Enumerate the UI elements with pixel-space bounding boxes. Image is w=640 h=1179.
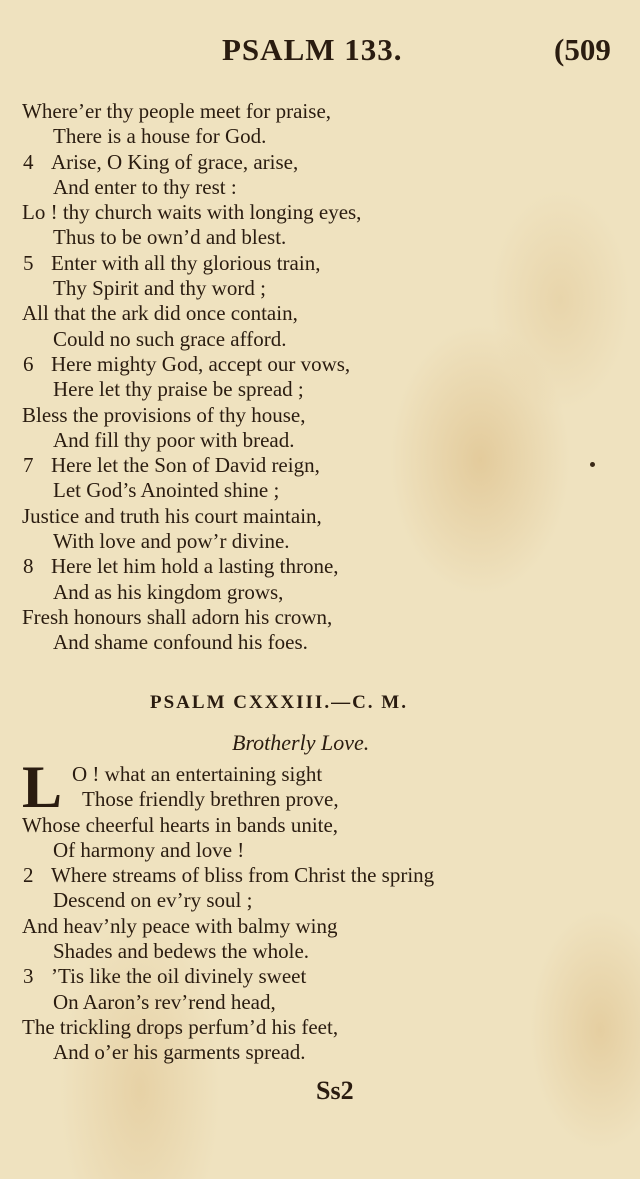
verse-line	[22, 124, 622, 149]
verse-line	[22, 888, 632, 913]
verse-line	[22, 225, 622, 250]
verse-line	[22, 990, 632, 1015]
page-header	[0, 30, 640, 74]
verse-text: And o’er his garments spread.	[53, 1040, 306, 1065]
verse-line	[22, 99, 622, 124]
verse-line	[22, 428, 622, 453]
verse-text: Arise, O King of grace, arise,	[51, 149, 299, 174]
verse-text: Where’er thy people meet for praise,	[22, 99, 332, 123]
verse-number: 6	[23, 351, 34, 376]
verse-number: 8	[23, 554, 34, 579]
verse-text: Here let the Son of David reign,	[51, 453, 320, 478]
verse-number: 4	[23, 149, 34, 174]
verse-text: O ! what an entertaining sight	[72, 762, 323, 786]
verse-text: Enter with all thy glorious train,	[51, 250, 321, 275]
verse-text: Here let him hold a lasting throne,	[51, 554, 339, 579]
verse-line	[22, 939, 632, 964]
running-title: PSALM 133.	[222, 32, 403, 67]
verse-line	[22, 403, 622, 428]
verse-text: Could no such grace afford.	[53, 326, 287, 351]
verse-line	[22, 813, 632, 838]
verse-line	[22, 150, 622, 175]
drop-cap: L	[22, 754, 63, 820]
verse-line	[22, 554, 622, 579]
verse-line	[22, 529, 622, 554]
verse-text: Fresh honours shall adorn his crown,	[22, 604, 333, 629]
verse-text: And fill thy poor with bread.	[53, 427, 295, 452]
verse-text: Here let thy praise be spread ;	[53, 377, 304, 402]
verse-number: 2	[23, 863, 34, 888]
verse-line	[22, 327, 622, 352]
signature-mark: Ss2	[316, 1076, 354, 1105]
verse-line	[22, 200, 622, 225]
verse-line	[22, 1040, 632, 1065]
verse-line	[22, 787, 632, 812]
verse-line	[22, 630, 622, 655]
verse-number: 5	[23, 250, 34, 275]
verse-line	[22, 863, 632, 888]
verse-text: Whose cheerful hearts in bands unite,	[22, 812, 339, 837]
verse-line	[22, 580, 622, 605]
verse-text: There is a house for God.	[53, 124, 267, 149]
verse-text: Thus to be own’d and blest.	[53, 225, 287, 250]
verse-text: Let God’s Anointed shine ;	[53, 478, 280, 503]
verse-text: And as his kingdom grows,	[53, 579, 284, 604]
verse-text: ’Tis like the oil divinely sweet	[51, 964, 307, 989]
verse-line	[22, 301, 622, 326]
verse-line	[22, 352, 622, 377]
verse-text: Justice and truth his court maintain,	[22, 503, 322, 528]
verse-text: Thy Spirit and thy word ;	[53, 276, 266, 301]
psalm-subtitle: Brotherly Love.	[232, 730, 370, 755]
verse-line	[22, 964, 632, 989]
verse-text: All that the ark did once contain,	[22, 301, 298, 326]
verse-text: Lo ! thy church waits with longing eyes,	[22, 200, 362, 225]
verse-text: Shades and bedews the whole.	[53, 939, 310, 964]
verse-line	[22, 175, 622, 200]
verse-text: Those friendly brethren prove,	[82, 787, 339, 812]
verse-line	[22, 377, 622, 402]
verse-text: And heav’nly peace with balmy wing	[22, 913, 338, 938]
page-number: (509	[554, 32, 611, 67]
verse-text: Of harmony and love !	[53, 837, 245, 862]
continued-stanzas	[22, 99, 622, 656]
new-psalm-stanzas	[22, 754, 632, 1066]
verse-text: Where streams of bliss from Christ the spring	[51, 863, 435, 888]
verse-text: Bless the provisions of thy house,	[22, 402, 306, 427]
verse-line	[22, 276, 622, 301]
ink-speck	[590, 462, 595, 467]
verse-text: And shame confound his foes.	[53, 630, 308, 655]
verse-number: 3	[23, 964, 34, 989]
verse-line	[22, 838, 632, 863]
verse-line	[22, 453, 622, 478]
verse-text: With love and pow’r divine.	[53, 529, 290, 554]
verse-line	[22, 478, 622, 503]
verse-line	[22, 504, 622, 529]
verse-text: And enter to thy rest :	[53, 174, 237, 199]
verse-line	[22, 251, 622, 276]
verse-text: Here mighty God, accept our vows,	[51, 351, 351, 376]
verse-text: Descend on ev’ry soul ;	[53, 888, 253, 913]
verse-line	[22, 605, 622, 630]
psalm-heading: PSALM CXXXIII.—C. M.	[150, 692, 408, 713]
verse-line	[22, 762, 632, 787]
verse-text: On Aaron’s rev’rend head,	[53, 989, 276, 1014]
verse-text: The trickling drops perfum’d his feet,	[22, 1014, 339, 1039]
verse-line	[22, 914, 632, 939]
verse-line	[22, 1015, 632, 1040]
verse-number: 7	[23, 453, 34, 478]
